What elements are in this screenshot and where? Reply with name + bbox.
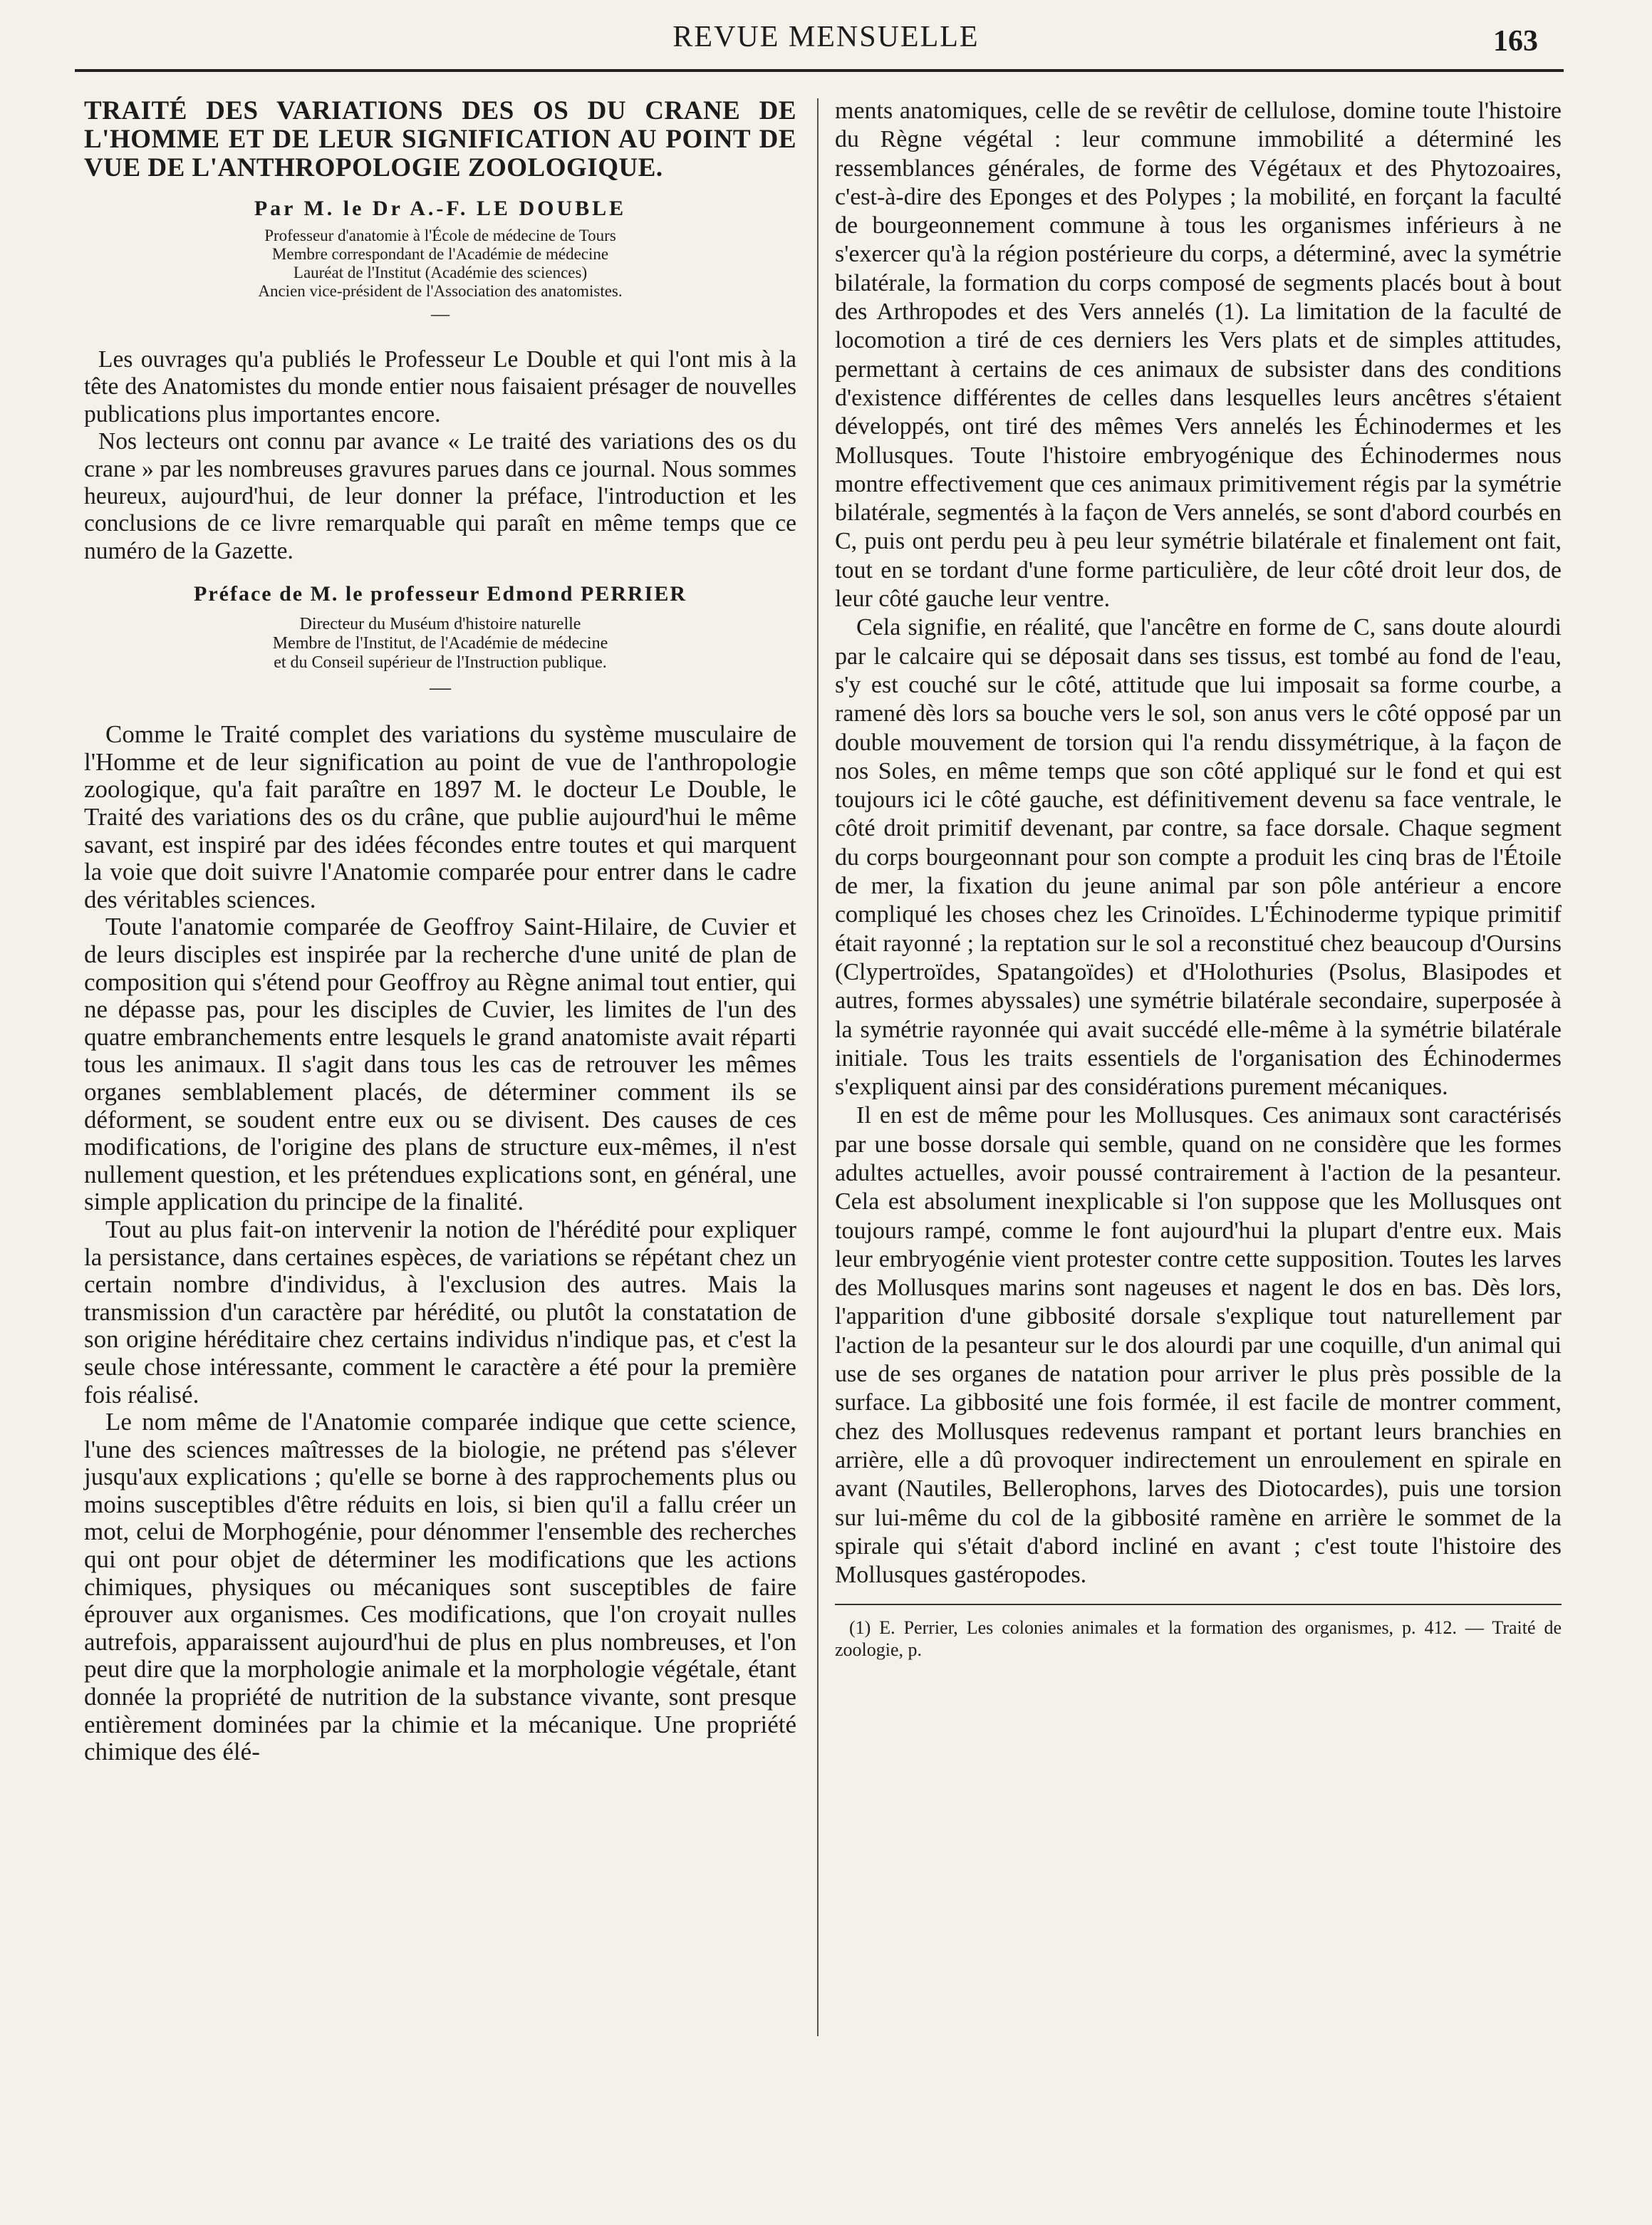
author-credentials (84, 227, 796, 301)
author-credential: Membre correspondant de l'Académie de médecine (271, 245, 609, 263)
preface-credential: Directeur du Muséum d'histoire naturelle (299, 615, 581, 634)
preface-credential: Membre de l'Institut, de l'Académie de médecine (272, 634, 608, 653)
section-separator: — (431, 304, 450, 324)
editorial-intro (84, 346, 796, 565)
author-credential: Ancien vice-président de l'Association des anatomistes. (258, 282, 623, 300)
footnote: (1) E. Perrier, Les colonies animales et la formation des organismes, p. 412. — Traité de zoologie, p. (835, 1617, 1562, 1661)
running-header (0, 16, 1652, 58)
preface-heading: Préface de M. le professeur Edmond PERRIER (194, 582, 687, 606)
body-paragraph: ments anatomiques, celle de se revêtir de cellulose, domine toute l'histoire du Règne végétal : leur commune immobilité a déterminé les ressemblances générales, de forme des Végétaux et des Phytozoaires, c'est-à-dire des Eponges et des Polypes ; la mobilité, en forçant la faculté de bourgeonnement commune à tous les organismes inférieurs à ne s'exercer qu'à la région postérieure du corps, a déterminé, avec la symétrie bilatérale, la formation du corps composé de segments placés bout à bout des Arthropodes et des Vers annelés (1). La limitation de la faculté de locomotion a tiré de ces derniers les Vers plats et de simples attitudes, permettant à certains de ces animaux de subsister dans des conditions d'existence différentes de celles dans lesquelles leurs ancêtres s'étaient développés, ont tiré des mêmes Vers annelés les Échinodermes et les Mollusques. Toute l'histoire embryogénique des Échinodermes nous montre effectivement que ces animaux primitivement régis par la symétrie bilatérale, segmentés à la façon de Vers annelés, se sont d'abord courbés en C, puis ont perdu peu à peu leur symétrie bilatérale et finalement ont fait, tout en se tordant d'une forme particulière, de leur côté droit leur dos, de leur côté gauche leur ventre. (835, 98, 1562, 613)
section-separator: — (430, 675, 451, 700)
author-credential: Lauréat de l'Institut (Académie des sciences) (293, 264, 588, 281)
article-title: TRAITÉ DES VARIATIONS DES OS DU CRANE DE L'HOMME ET DE LEUR SIGNIFICATION AU POINT DE VUE DE L'ANTHROPOLOGIE ZOOLOGIQUE. (84, 96, 796, 182)
article-byline: Par M. le Dr A.-F. LE DOUBLE (254, 197, 627, 220)
header-rule (75, 69, 1564, 72)
body-paragraph: Il en est de même pour les Mollusques. Ces animaux sont caractérisés par une bosse dorsale qui semble, quand on ne considère que les formes adultes actuelles, avoir poussé contrairement à l'action de la pesanteur. Cela est absolument inexplicable si l'on suppose que les Mollusques ont toujours rampé, comme le font aujourd'hui la plupart d'entre eux. Mais leur embryogénie vient protester contre cette supposition. Toutes les larves des Mollusques marins sont nageuses et nagent le dos en bas. Dès lors, l'apparition d'une gibbosité dorsale s'explique tout naturellement par l'action de la pesanteur sur le dos alourdi par une coquille, d'un animal qui use de ses organes de natation pour arriver le plus près possible de la surface. La gibbosité une fois formée, il est facile de montrer comment, chez des Mollusques redevenus rampant et portant leurs branchies en arrière, elle a dû provoquer indirectement un enroulement en spirale en avant (Nautiles, Bellerophons, larves des Diotocardes), puis une torsion sur lui-même du col de la gibbosité ramène en arrière le sommet de la spirale qui s'était d'abord incliné en avant ; c'est toute l'histoire des Mollusques gastéropodes. (835, 1102, 1562, 1589)
author-credential: Professeur d'anatomie à l'École de médecine de Tours (264, 227, 616, 244)
column-divider (817, 98, 819, 2036)
left-column (84, 97, 796, 1766)
page-number: 163 (1493, 25, 1538, 58)
right-column (835, 97, 1562, 1661)
preface-body-left (84, 721, 796, 1766)
preface-body-right (835, 97, 1562, 1589)
body-paragraph: Comme le Traité complet des variations du système musculaire de l'Homme et de leur signification au point de vue de l'anthropologie zoologique, qu'a fait paraître en 1897 M. le docteur Le Double, le Traité des variations des os du crâne, que publie aujourd'hui le même savant, est inspiré par des idées fécondes entre toutes et qui marquent la voie que doit suivre l'Anatomie comparée pour entrer dans le cadre des véritables sciences. (84, 720, 796, 913)
preface-author-credentials (84, 615, 796, 673)
journal-title: REVUE MENSUELLE (672, 21, 980, 53)
footnote-rule (835, 1604, 1562, 1605)
body-paragraph: Tout au plus fait-on intervenir la notion de l'hérédité pour expliquer la persistance, dans certaines espèces, de variations se répétant chez un certain nombre d'individus, à l'exclusion des autres. Mais la transmission d'un caractère par hérédité, ou plutôt la constatation de son origine héréditaire chez certains individus n'indique pas, et c'est la seule chose intéressante, comment le caractère a été pour la première fois réalisé. (84, 1215, 796, 1409)
preface-credential: et du Conseil supérieur de l'Instruction publique. (274, 653, 607, 673)
body-paragraph: Toute l'anatomie comparée de Geoffroy Saint-Hilaire, de Cuvier et de leurs disciples est inspirée par la recherche d'une unité de plan de composition qui s'étend pour Geoffroy au Règne animal tout entier, qui ne dépasse pas, pour les disciples de Cuvier, les limites de l'un des quatre embranchements entre lesquels le grand anatomiste avait réparti tous les animaux. Il s'agit dans tous les cas de retrouver les mêmes organes semblablement placés, de déterminer comment ils se déforment, se soudent entre eux ou se divisent. Des causes de ces modifications, de l'origine des plans de structure eux-mêmes, il n'est nullement question, et les prétendues explications sont, en général, une simple application du principe de la finalité. (84, 913, 796, 1216)
body-paragraph: Cela signifie, en réalité, que l'ancêtre en forme de C, sans doute alourdi par le calcaire qui se déposait dans ses tissus, est tombé au fond de l'eau, s'y est couché sur le côté, attitude que lui imposait sa forme courbe, a ramené dès lors sa bouche vers le sol, son anus vers le côté opposé par un double mouvement de torsion qui l'a rendu dissymétrique, à la façon de nos Soles, en même temps que son côté appliqué sur le fond et qui est toujours ici le côté gauche, est définitivement devenu sa face ventrale, le côté droit primitif devenant, par contre, sa face dorsale. Chaque segment du corps bourgeonnant pour son compte a produit les cinq bras de l'Étoile de mer, la fixation du jeune animal par son pôle antérieur a encore compliqué les choses chez les Crinoïdes. L'Échinoderme typique primitif était rayonné ; la reptation sur le sol a reconstitué chez beaucoup d'Oursins (Clypertroïdes, Spatangoïdes) et d'Holothuries (Psolus, Blasipodes et autres, formes abyssales) une symétrie bilatérale secondaire, superposée à la symétrie rayonnée qui avait succédé elle-même à la symétrie bilatérale initiale. Tous les traits essentiels de l'organisation des Échinodermes s'expliquent ainsi par des considérations purement mécaniques. (835, 614, 1562, 1101)
body-paragraph: Le nom même de l'Anatomie comparée indique que cette science, l'une des sciences maîtresses de la biologie, ne prétend pas s'élever jusqu'aux explications ; qu'elle se borne à des rapprochements plus ou moins susceptibles d'être réduits en lois, si bien qu'il a fallu créer un mot, celui de Morphogénie, pour dénommer l'ensemble des recherches qui ont pour objet de déterminer les modifications que les actions chimiques, physiques ou mécaniques sont susceptibles de faire éprouver aux organismes. Ces modifications, que l'on croyait nulles autrefois, apparaissent aujourd'hui de plus en plus nombreuses, et l'on peut dire que la morphologie animale et la morphologie végétale, étant donnée la propriété de nutrition de la substance vivante, sont presque entièrement dominées par la chimie et la mécanique. Une propriété chimique des élé- (84, 1408, 796, 1766)
intro-paragraph: Les ouvrages qu'a publiés le Professeur Le Double et qui l'ont mis à la tête des Anatomistes du monde entier nous faisaient présager de nouvelles publications plus importantes encore. (84, 346, 796, 427)
intro-paragraph: Nos lecteurs ont connu par avance « Le traité des variations des os du crane » par les nombreuses gravures parues dans ce journal. Nous sommes heureux, aujourd'hui, de leur donner la préface, l'introduction et les conclusions de ce livre remarquable qui paraît en même temps que ce numéro de la Gazette. (84, 428, 796, 564)
